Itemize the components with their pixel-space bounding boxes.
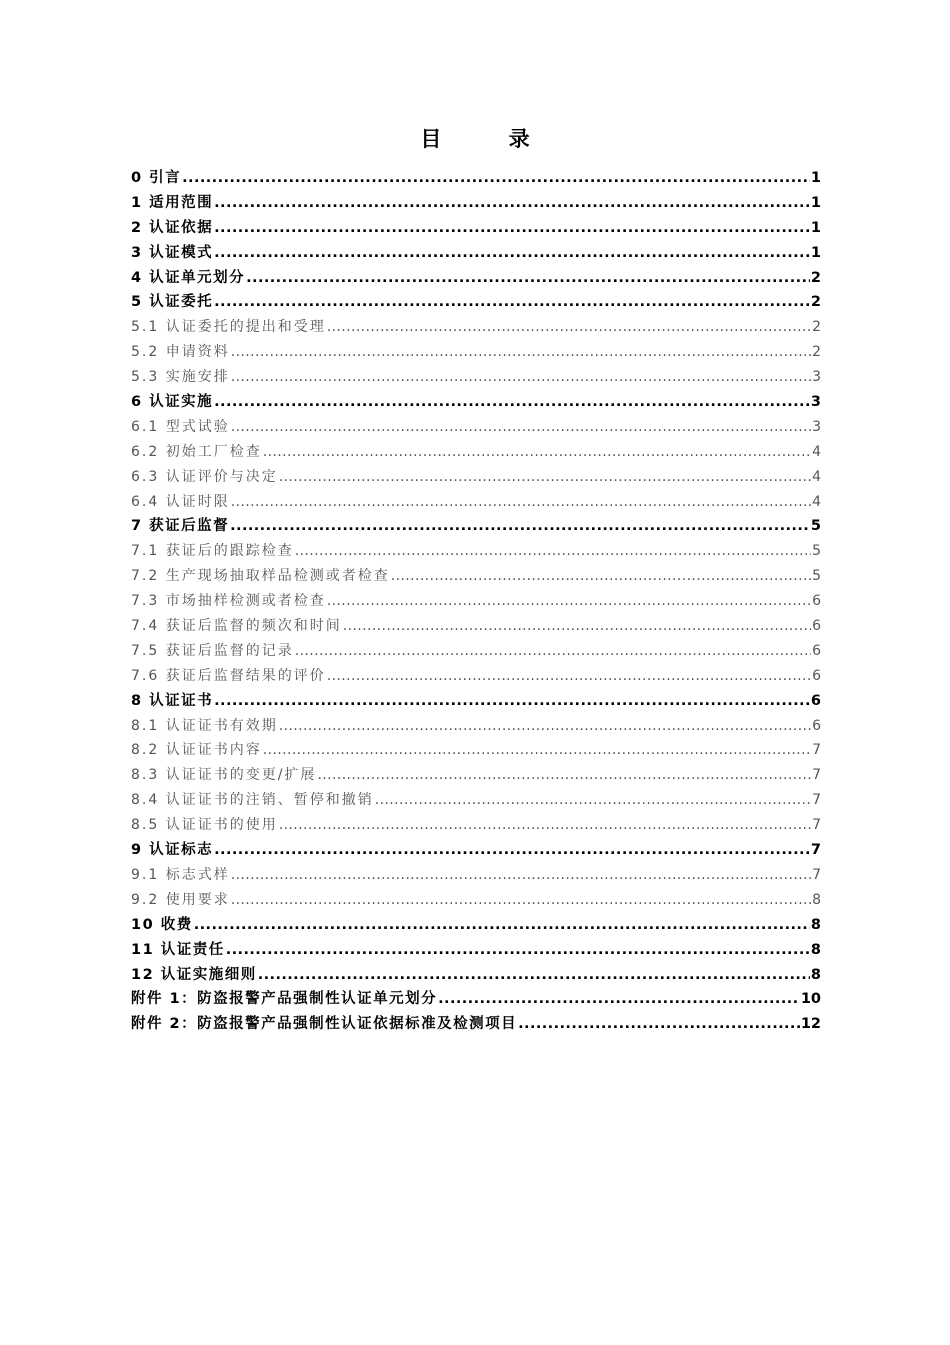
toc-entry-label: 2 认证依据 — [131, 219, 214, 236]
toc-leader-dots — [263, 738, 811, 763]
toc-entry[interactable] — [131, 888, 821, 913]
toc-leader-dots — [231, 888, 811, 913]
toc-entry[interactable] — [131, 415, 821, 440]
toc-entry[interactable] — [131, 763, 821, 788]
toc-entry[interactable] — [131, 290, 821, 315]
toc-entry-label: 7.3 市场抽样检测或者检查 — [131, 593, 326, 610]
toc-entry-label: 6.3 认证评价与决定 — [131, 468, 278, 485]
toc-entry-label: 7.1 获证后的跟踪检查 — [131, 543, 294, 560]
toc-leader-dots — [317, 763, 811, 788]
toc-entry[interactable] — [131, 564, 821, 589]
toc-entry-label: 0 引言 — [131, 170, 182, 186]
toc-page-number: 7 — [812, 792, 821, 809]
toc-entry[interactable] — [131, 216, 821, 241]
toc-leader-dots — [214, 689, 810, 714]
toc-page-number: 3 — [810, 394, 821, 411]
toc-entry[interactable] — [131, 639, 821, 664]
toc-entry[interactable] — [131, 266, 821, 291]
toc-entry-label: 9.1 标志式样 — [131, 866, 230, 883]
toc-page-number: 5 — [812, 543, 821, 560]
toc-leader-dots — [214, 390, 810, 415]
toc-entry[interactable] — [131, 490, 821, 515]
toc-entry[interactable] — [131, 589, 821, 614]
toc-entry[interactable] — [131, 987, 821, 1012]
toc-entry-label: 附件 2：防盗报警产品强制性认证依据标准及检测项目 — [131, 1016, 518, 1033]
toc-entry[interactable] — [131, 365, 821, 390]
toc-entry[interactable] — [131, 788, 821, 813]
toc-page-number: 8 — [810, 941, 821, 958]
toc-page-number: 3 — [812, 369, 821, 386]
toc-leader-dots — [214, 838, 810, 863]
toc-entry[interactable] — [131, 714, 821, 739]
toc-leader-dots — [231, 490, 811, 515]
toc-page-number: 1 — [810, 170, 821, 186]
toc-entry-label: 5.1 认证委托的提出和受理 — [131, 319, 326, 336]
toc-entry-label: 1 适用范围 — [131, 194, 214, 211]
toc-page-number: 7 — [812, 866, 821, 883]
toc-entry-label: 6.1 型式试验 — [131, 418, 230, 435]
toc-leader-dots — [343, 614, 811, 639]
toc-entry-label: 9 认证标志 — [131, 842, 214, 859]
toc-entry[interactable] — [131, 315, 821, 340]
toc-leader-dots — [231, 365, 811, 390]
toc-entry[interactable] — [131, 440, 821, 465]
toc-entry-label: 8.5 认证证书的使用 — [131, 817, 278, 834]
toc-entry-label: 4 认证单元划分 — [131, 269, 246, 286]
toc-entry[interactable] — [131, 938, 821, 963]
toc-leader-dots — [327, 589, 811, 614]
toc-leader-dots — [231, 415, 811, 440]
toc-leader-dots — [327, 315, 811, 340]
toc-entry[interactable] — [131, 166, 821, 191]
toc-leader-dots — [279, 714, 811, 739]
toc-leader-dots — [375, 788, 811, 813]
toc-page-number: 8 — [812, 891, 821, 908]
toc-entry[interactable] — [131, 539, 821, 564]
toc-entry[interactable] — [131, 738, 821, 763]
toc-leader-dots — [295, 639, 811, 664]
toc-page-number: 3 — [812, 418, 821, 435]
toc-entry[interactable] — [131, 241, 821, 266]
toc-page-number: 6 — [810, 692, 821, 709]
toc-leader-dots — [214, 191, 810, 216]
toc-page-number: 6 — [812, 717, 821, 734]
toc-leader-dots — [438, 987, 800, 1012]
toc-leader-dots — [327, 664, 811, 689]
toc-entry[interactable] — [131, 689, 821, 714]
toc-entry-label: 8 认证证书 — [131, 692, 214, 709]
toc-entry-label: 5.2 申请资料 — [131, 344, 230, 361]
toc-entry-label: 附件 1：防盗报警产品强制性认证单元划分 — [131, 991, 438, 1008]
toc-page-number: 8 — [810, 916, 821, 933]
toc-entry[interactable] — [131, 514, 821, 539]
toc-entry-label: 7.6 获证后监督结果的评价 — [131, 667, 326, 684]
toc-list — [131, 166, 821, 1037]
toc-page-number: 8 — [810, 966, 821, 983]
toc-leader-dots — [279, 813, 811, 838]
toc-entry[interactable] — [131, 963, 821, 988]
toc-entry-label: 6.2 初始工厂检查 — [131, 443, 262, 460]
toc-leader-dots — [194, 913, 810, 938]
toc-entry-label: 8.1 认证证书有效期 — [131, 717, 278, 734]
toc-page-number: 7 — [812, 817, 821, 834]
toc-entry-label: 5 认证委托 — [131, 294, 214, 311]
toc-leader-dots — [391, 564, 811, 589]
toc-page-number: 6 — [812, 642, 821, 659]
toc-page-number: 1 — [810, 219, 821, 236]
toc-entry-label: 10 收费 — [131, 916, 193, 933]
toc-leader-dots — [214, 290, 810, 315]
toc-page-number: 1 — [810, 194, 821, 211]
toc-entry[interactable] — [131, 614, 821, 639]
toc-entry[interactable] — [131, 813, 821, 838]
toc-entry-label: 8.3 认证证书的变更/扩展 — [131, 767, 317, 784]
toc-page-number: 7 — [812, 767, 821, 784]
toc-entry-label: 6 认证实施 — [131, 394, 214, 411]
toc-page-number: 1 — [810, 244, 821, 261]
toc-entry-label: 7.5 获证后监督的记录 — [131, 642, 294, 659]
toc-entry[interactable] — [131, 1012, 821, 1037]
toc-page-number: 7 — [812, 742, 821, 759]
toc-page-number: 2 — [812, 344, 821, 361]
toc-entry-label: 8.4 认证证书的注销、暂停和撤销 — [131, 792, 374, 809]
toc-leader-dots — [226, 938, 810, 963]
toc-title: 目 录 — [420, 127, 560, 151]
toc-leader-dots — [182, 166, 810, 191]
toc-page-number: 2 — [810, 294, 821, 311]
toc-entry[interactable] — [131, 340, 821, 365]
toc-entry-label: 7.2 生产现场抽取样品检测或者检查 — [131, 568, 390, 585]
toc-page-number: 4 — [812, 468, 821, 485]
toc-page-number: 2 — [812, 319, 821, 336]
toc-entry-label: 8.2 认证证书内容 — [131, 742, 262, 759]
toc-leader-dots — [214, 216, 810, 241]
toc-leader-dots — [231, 863, 811, 888]
toc-entry-label: 9.2 使用要求 — [131, 891, 230, 908]
toc-leader-dots — [263, 440, 811, 465]
toc-entry[interactable] — [131, 191, 821, 216]
toc-page-number: 2 — [810, 269, 821, 286]
toc-entry[interactable] — [131, 863, 821, 888]
toc-entry-label: 5.3 实施安排 — [131, 369, 230, 386]
toc-page-number: 6 — [812, 667, 821, 684]
toc-entry-label: 7 获证后监督 — [131, 518, 230, 535]
toc-entry[interactable] — [131, 838, 821, 863]
toc-page-number: 6 — [812, 618, 821, 635]
toc-leader-dots — [258, 963, 810, 988]
toc-page-number: 5 — [810, 518, 821, 535]
toc-entry-label: 11 认证责任 — [131, 941, 225, 958]
toc-page-number: 7 — [810, 842, 821, 859]
toc-leader-dots — [214, 241, 810, 266]
toc-entry-label: 12 认证实施细则 — [131, 966, 257, 983]
toc-entry-label: 6.4 认证时限 — [131, 493, 230, 510]
toc-entry[interactable] — [131, 664, 821, 689]
toc-entry-label: 7.4 获证后监督的频次和时间 — [131, 618, 342, 635]
toc-leader-dots — [230, 514, 810, 539]
toc-page-number: 5 — [812, 568, 821, 585]
toc-leader-dots — [279, 465, 811, 490]
toc-page-number: 4 — [812, 493, 821, 510]
toc-leader-dots — [518, 1012, 800, 1037]
toc-leader-dots — [295, 539, 811, 564]
toc-leader-dots — [231, 340, 811, 365]
toc-entry-label: 3 认证模式 — [131, 244, 214, 261]
toc-page-number: 6 — [812, 593, 821, 610]
toc-entry[interactable] — [131, 390, 821, 415]
toc-entry[interactable] — [131, 913, 821, 938]
toc-page-number: 10 — [800, 991, 821, 1008]
toc-leader-dots — [246, 266, 810, 291]
toc-page-number: 12 — [800, 1016, 821, 1033]
toc-entry[interactable] — [131, 465, 821, 490]
toc-page-number: 4 — [812, 443, 821, 460]
